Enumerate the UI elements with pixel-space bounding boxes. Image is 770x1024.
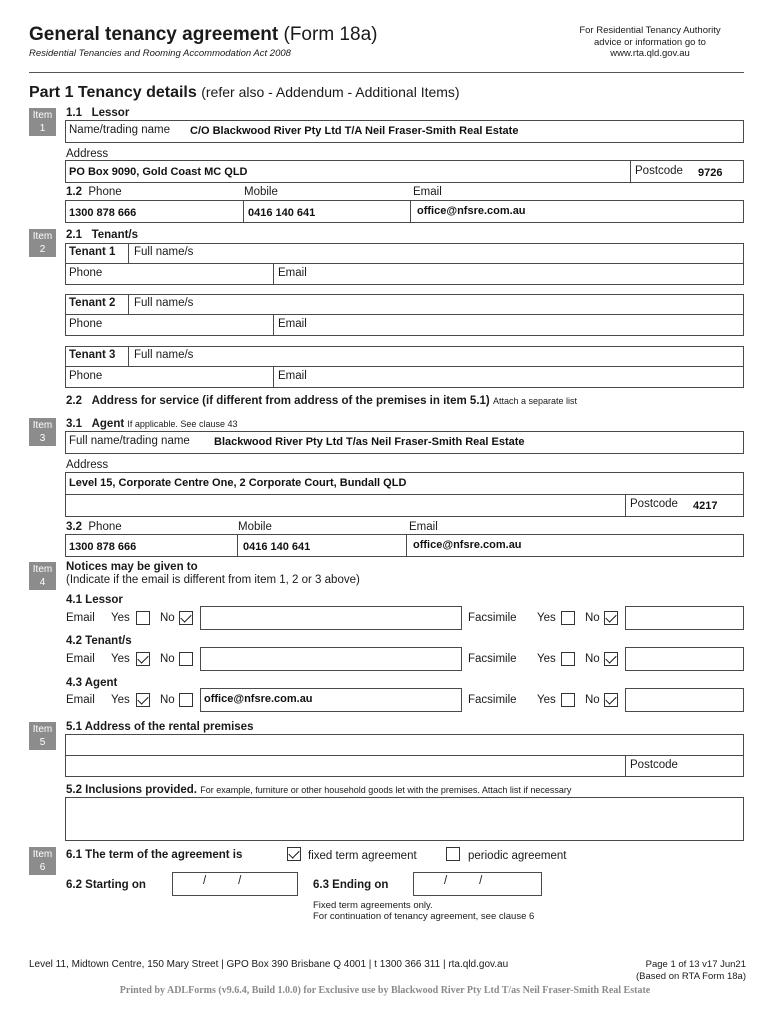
notices-lessor-fax-no-checkbox[interactable] xyxy=(604,611,618,625)
divider xyxy=(237,534,238,557)
notices-tenant-heading: 4.2 Tenant/s xyxy=(66,635,132,647)
agent-postcode-label: Postcode xyxy=(630,498,678,510)
tenant-2-name-field[interactable]: Full name/s xyxy=(134,297,194,309)
header-divider xyxy=(29,72,744,73)
item-4-badge: Item 4 xyxy=(29,562,56,590)
divider xyxy=(128,243,129,263)
notices-agent-yes-label: Yes xyxy=(111,694,130,706)
agent-address-value: Level 15, Corporate Centre One, 2 Corporate Court, Bundall QLD xyxy=(69,477,407,489)
notices-lessor-heading: 4.1 Lessor xyxy=(66,594,123,606)
tenant-2-email-field[interactable]: Email xyxy=(278,318,307,330)
notices-lessor-email-yes-checkbox[interactable] xyxy=(136,611,150,625)
notices-tenant-no-label: No xyxy=(160,653,175,665)
lessor-name-label: Name/trading name xyxy=(69,124,170,136)
notices-tenant-fax-field[interactable] xyxy=(625,647,744,671)
item-6-badge: Item 6 xyxy=(29,847,56,875)
notices-tenant-email-field[interactable] xyxy=(200,647,462,671)
tenant-3-email-field[interactable]: Email xyxy=(278,370,307,382)
agent-heading: 3.1 Agent If applicable. See clause 43 xyxy=(66,418,238,430)
notices-agent-email-yes-checkbox[interactable] xyxy=(136,693,150,707)
notices-agent-email-value: office@nfsre.com.au xyxy=(204,693,313,705)
part1-title: Part 1 Tenancy details (refer also - Addendum - Additional Items) xyxy=(29,84,460,101)
notices-lessor-email-label: Email xyxy=(66,612,95,624)
notices-tenant-fax-no-label: No xyxy=(585,653,600,665)
notices-lessor-fax-no-label: No xyxy=(585,612,600,624)
agent-email-value: office@nfsre.com.au xyxy=(413,539,522,551)
tenant-1-phone-field[interactable]: Phone xyxy=(69,267,103,279)
agent-phone-field[interactable] xyxy=(65,534,744,557)
lessor-mobile-value: 0416 140 641 xyxy=(248,207,316,219)
lessor-postcode-label: Postcode xyxy=(635,165,683,177)
tenants-heading: 2.1 Tenant/s xyxy=(66,229,139,241)
notices-tenant-email-no-checkbox[interactable] xyxy=(179,652,193,666)
tenant-1-label: Tenant 1 xyxy=(69,246,116,258)
notices-heading: Notices may be given to xyxy=(66,561,198,573)
notices-lessor-fax-yes-label: Yes xyxy=(537,612,556,624)
footer-printed-by: Printed by ADLForms (v9.6.4, Build 1.0.0) for Exclusive use by Blackwood River Pty Ltd T/as Neil Fraser-Smith Real Estate xyxy=(119,985,651,996)
inclusions-field[interactable] xyxy=(65,797,744,841)
lessor-address-value: PO Box 9090, Gold Coast MC QLD xyxy=(69,166,248,178)
premises-postcode-label: Postcode xyxy=(630,759,678,771)
item-2-badge: Item 2 xyxy=(29,229,56,257)
agent-address-label: Address xyxy=(66,459,109,471)
form-subtitle: Residential Tenancies and Rooming Accommodation Act 2008 xyxy=(29,48,291,59)
divider xyxy=(273,314,274,336)
lessor-heading: 1.1 Lessor xyxy=(66,107,130,119)
tenant-3-name-field[interactable]: Full name/s xyxy=(134,349,194,361)
tenant-3-phone-field[interactable]: Phone xyxy=(69,370,103,382)
starting-date-sep: / / xyxy=(203,875,242,887)
divider xyxy=(410,200,411,223)
item-5-badge: Item 5 xyxy=(29,722,56,750)
tenant-1-email-field[interactable]: Email xyxy=(278,267,307,279)
tenant-2-phone-field[interactable]: Phone xyxy=(69,318,103,330)
notices-agent-fax-field[interactable] xyxy=(625,688,744,712)
agent-name-label: Full name/trading name xyxy=(69,435,190,447)
divider xyxy=(65,755,744,756)
divider xyxy=(406,534,407,557)
notices-lessor-email-field[interactable] xyxy=(200,606,462,630)
inclusions-heading: 5.2 Inclusions provided. For example, furniture or other household goods let with the premises. Attach list if necessary xyxy=(66,784,572,796)
notices-lessor-email-no-checkbox[interactable] xyxy=(179,611,193,625)
lessor-phone-field[interactable] xyxy=(65,200,744,223)
item-1-badge: Item 1 xyxy=(29,108,56,136)
notices-tenant-email-label: Email xyxy=(66,653,95,665)
agent-email-label: Email xyxy=(409,521,438,533)
lessor-email-label: Email xyxy=(413,186,442,198)
divider xyxy=(273,366,274,388)
form-title: General tenancy agreement (Form 18a) xyxy=(29,24,378,45)
notices-agent-fax-no-checkbox[interactable] xyxy=(604,693,618,707)
lessor-address-label: Address xyxy=(66,148,109,160)
item-3-badge: Item 3 xyxy=(29,418,56,446)
notices-tenant-fax-label: Facsimile xyxy=(468,653,517,665)
lessor-name-value: C/O Blackwood River Pty Ltd T/A Neil Fraser-Smith Real Estate xyxy=(190,125,519,137)
notices-agent-heading: 4.3 Agent xyxy=(66,677,118,689)
lessor-phone-value: 1300 878 666 xyxy=(69,207,137,219)
rta-info: For Residential Tenancy Authority advice or information go to www.rta.qld.gov.au xyxy=(579,25,721,59)
lessor-phone-label: 1.2 Phone xyxy=(66,186,122,198)
notices-lessor-fax-yes-checkbox[interactable] xyxy=(561,611,575,625)
notices-agent-fax-label: Facsimile xyxy=(468,694,517,706)
notices-lessor-fax-field[interactable] xyxy=(625,606,744,630)
agent-phone-label: 3.2 Phone xyxy=(66,521,122,533)
divider xyxy=(128,346,129,366)
ending-date-sep: / / xyxy=(444,875,483,887)
notices-lessor-yes-label: Yes xyxy=(111,612,130,624)
divider xyxy=(273,263,274,285)
agent-phone-value: 1300 878 666 xyxy=(69,541,137,553)
divider xyxy=(65,263,744,264)
agent-mobile-value: 0416 140 641 xyxy=(243,541,311,553)
divider xyxy=(128,294,129,314)
divider xyxy=(625,755,626,777)
lessor-email-value: office@nfsre.com.au xyxy=(417,205,526,217)
notices-agent-no-label: No xyxy=(160,694,175,706)
tenant-1-name-field[interactable]: Full name/s xyxy=(134,246,194,258)
notices-agent-email-label: Email xyxy=(66,694,95,706)
notices-agent-fax-yes-checkbox[interactable] xyxy=(561,693,575,707)
divider xyxy=(65,366,744,367)
footer-page: Page 1 of 13 v17 Jun21 (Based on RTA Form 18a) xyxy=(635,959,746,982)
notices-tenant-fax-no-checkbox[interactable] xyxy=(604,652,618,666)
fixed-term-label: fixed term agreement xyxy=(308,850,417,862)
footer-address: Level 11, Midtown Centre, 150 Mary Street | GPO Box 390 Brisbane Q 4001 | t 1300 366 311 | rta.qld.gov.au xyxy=(29,959,509,970)
fixed-term-checkbox[interactable] xyxy=(287,847,301,861)
term-heading: 6.1 The term of the agreement is xyxy=(66,849,243,861)
divider xyxy=(630,160,631,183)
agent-mobile-label: Mobile xyxy=(238,521,272,533)
notices-agent-fax-yes-label: Yes xyxy=(537,694,556,706)
lessor-mobile-label: Mobile xyxy=(244,186,278,198)
tenant-2-label: Tenant 2 xyxy=(69,297,116,309)
notices-agent-fax-no-label: No xyxy=(585,694,600,706)
premises-heading: 5.1 Address of the rental premises xyxy=(66,721,254,733)
divider xyxy=(243,200,244,223)
notices-sub: (Indicate if the email is different from item 1, 2 or 3 above) xyxy=(66,574,360,586)
periodic-label: periodic agreement xyxy=(468,850,567,862)
term-note: Fixed term agreements only. For continuation of tenancy agreement, see clause 6 xyxy=(313,900,535,922)
divider xyxy=(65,314,744,315)
ending-label: 6.3 Ending on xyxy=(313,879,389,891)
notices-agent-email-no-checkbox[interactable] xyxy=(179,693,193,707)
agent-postcode-value: 4217 xyxy=(693,500,718,512)
notices-tenant-email-yes-checkbox[interactable] xyxy=(136,652,150,666)
notices-tenant-fax-yes-label: Yes xyxy=(537,653,556,665)
divider xyxy=(625,494,626,517)
agent-name-value: Blackwood River Pty Ltd T/as Neil Fraser-Smith Real Estate xyxy=(214,436,525,448)
address-for-service: 2.2 Address for service (if different from address of the premises in item 5.1) Attach a separate list xyxy=(66,395,577,407)
notices-tenant-fax-yes-checkbox[interactable] xyxy=(561,652,575,666)
notices-tenant-yes-label: Yes xyxy=(111,653,130,665)
notices-lessor-fax-label: Facsimile xyxy=(468,612,517,624)
notices-lessor-no-label: No xyxy=(160,612,175,624)
divider xyxy=(65,494,744,495)
tenant-3-label: Tenant 3 xyxy=(69,349,116,361)
starting-label: 6.2 Starting on xyxy=(66,879,146,891)
lessor-postcode-value: 9726 xyxy=(698,167,723,179)
periodic-checkbox[interactable] xyxy=(446,847,460,861)
